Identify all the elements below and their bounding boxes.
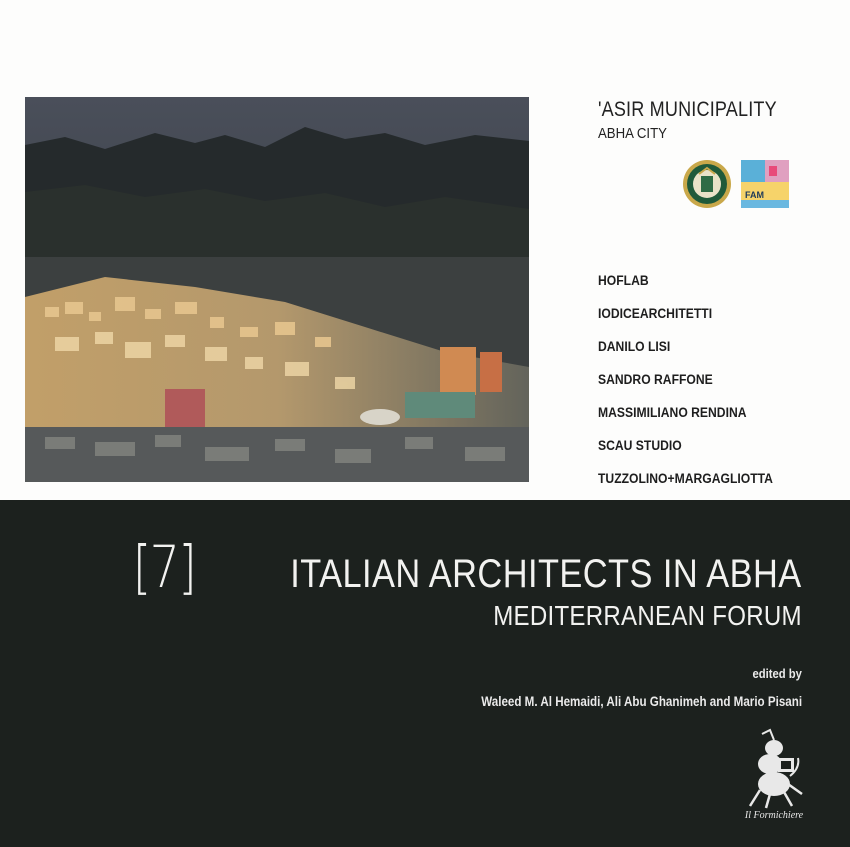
architect-item: TUZZOLINO+MARGAGLIOTTA [598, 471, 773, 486]
architect-item: DANILO LISI [598, 339, 671, 354]
svg-text:FAM: FAM [745, 190, 764, 200]
subtitle: MEDITERRANEAN FORUM [493, 600, 802, 631]
architect-list [598, 272, 792, 503]
publisher-name: Il Formichiere [744, 810, 804, 821]
city-name: ABHA CITY [598, 125, 667, 142]
municipality-emblem-icon [681, 158, 733, 210]
architect-item: SANDRO RAFFONE [598, 372, 713, 387]
main-title: ITALIAN ARCHITECTS IN ABHA [290, 552, 802, 596]
book-title [119, 528, 802, 601]
fam-logo-icon [741, 160, 789, 208]
volume-number: [7] [132, 533, 196, 601]
architect-item: IODICEARCHITETTI [598, 306, 713, 321]
municipality-name: 'ASIR MUNICIPALITY [598, 98, 777, 121]
editors-names: Waleed M. Al Hemaidi, Ali Abu Ghanimeh and Mario Pisani [481, 694, 802, 709]
architect-item: SCAU STUDIO [598, 438, 682, 453]
publisher-ant-logo-icon [740, 728, 808, 810]
edited-by-label: edited by [752, 667, 802, 681]
municipality-heading [598, 98, 806, 142]
architect-item: MASSIMILIANO RENDINA [598, 405, 747, 420]
city-photograph [25, 97, 529, 482]
architect-item: HOFLAB [598, 273, 649, 288]
